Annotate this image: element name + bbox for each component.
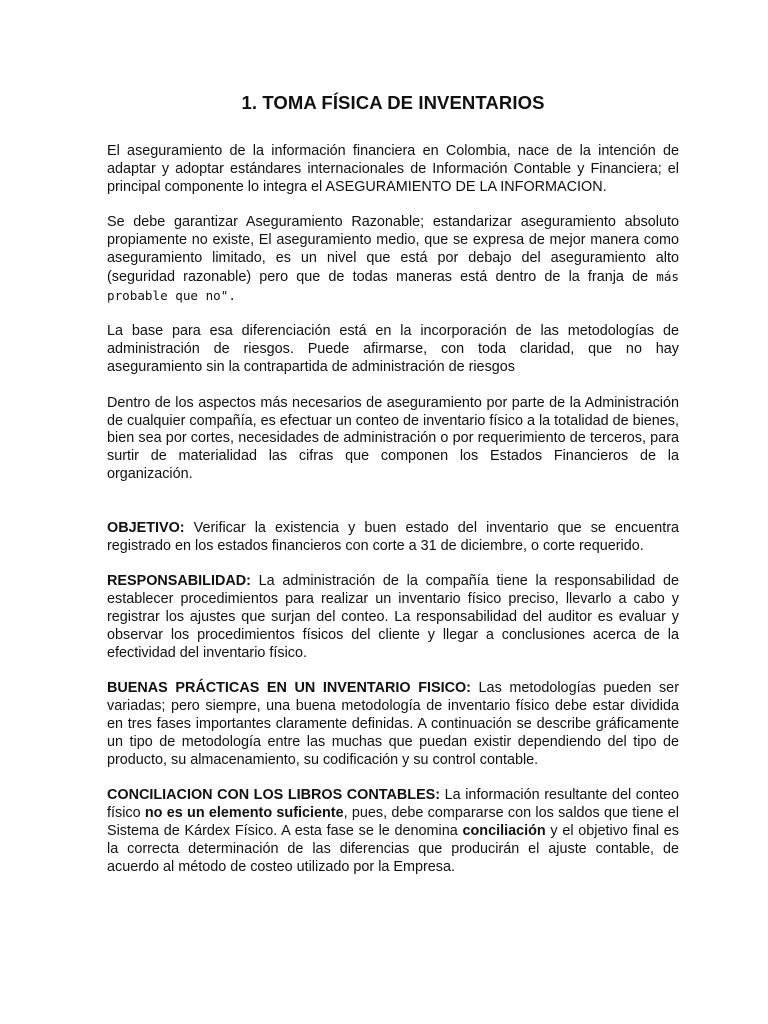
- conciliacion-text-a: La información resultante del conteo físico: [107, 787, 679, 822]
- paragraph-riesgos: La base para esa diferenciación está en la incorporación de las metodologías de administración de riesgos. Puede afirmarse, con toda claridad, que no hay aseguramiento sin la contrapartida de administración de riesgos: [107, 323, 679, 375]
- document-body: [107, 92, 679, 894]
- conciliacion-bold-a: no es un elemento suficiente: [144, 805, 344, 822]
- conciliacion-text-b: , pues, debe compararse con los saldos que tiene el Sistema de Kárdex Físico. A esta fase se le denomina: [107, 805, 680, 839]
- conciliacion-text-c: y el objetivo final es la correcta determinación de las diferencias que producirán el ajuste contable, de acuerdo al método de costeo utilizado por la Empresa.: [107, 822, 679, 875]
- paragraph-conteo: Dentro de los aspectos más necesarios de aseguramiento por parte de la Administración de cualquier compañía, es efectuar un conteo de inventario físico a la totalidad de bienes, bien sea por cortes, necesidades de administración o por requerimiento de terceros, para surtir de materialidad las cifras que componen los Estados Financieros de la organización.: [107, 394, 679, 482]
- section-buenas-practicas: [107, 680, 679, 769]
- section-conciliacion: [107, 787, 679, 876]
- objetivo-text: Verificar la existencia y buen estado del inventario que se encuentra registrado en los estados financieros con corte a 31 de diciembre, o corte requerido.: [107, 519, 679, 554]
- objetivo-label: OBJETIVO:: [107, 519, 185, 536]
- paragraph-aseguramiento-text: Se debe garantizar Aseguramiento Razonable; estandarizar aseguramiento absoluto propiamente no existe, El aseguramiento medio, que se expresa de mejor manera como aseguramiento limitado, es un nivel que está por debajo del aseguramiento alto (seguridad razonable) pero que de todas maneras está dentro de la franja de: [107, 214, 679, 285]
- paragraph-aseguramiento-quote: más probable que no".: [107, 268, 679, 303]
- responsabilidad-label: RESPONSABILIDAD:: [107, 573, 251, 590]
- conciliacion-bold-b: conciliación: [462, 822, 546, 839]
- responsabilidad-text: La administración de la compañía tiene la responsabilidad de establecer procedimientos para realizar un inventario físico preciso, llevarlo a cabo y registrar los ajustes que surjan del conteo. La responsabilidad del auditor es evaluar y observar los procedimientos físicos del cliente y llegar a conclusiones acerca de la efectividad del inventario físico.: [107, 573, 679, 661]
- buenas-practicas-text: Las metodologías pueden ser variadas; pero siempre, una buena metodología de inventario físico debe estar dividida en tres fases importantes claramente definidas. A continuación se describe gráficamente un tipo de metodología entre las muchas que puedan existir dependiendo del tipo de producto, su almacenamiento, su codificación y su control contable.: [107, 680, 679, 768]
- conciliacion-label: CONCILIACION CON LOS LIBROS CONTABLES:: [107, 787, 441, 804]
- paragraph-aseguramiento: [107, 214, 679, 305]
- paragraph-intro: El aseguramiento de la información financiera en Colombia, nace de la intención de adaptar y adoptar estándares internacionales de Información Contable y Financiera; el principal componente lo integra el ASEGURAMIENTO DE LA INFORMACION.: [107, 143, 679, 195]
- page-title: 1. TOMA FÍSICA DE INVENTARIOS: [241, 92, 545, 113]
- section-objetivo: [107, 520, 679, 556]
- section-responsabilidad: [107, 573, 679, 662]
- buenas-practicas-label: BUENAS PRÁCTICAS EN UN INVENTARIO FISICO:: [107, 680, 471, 697]
